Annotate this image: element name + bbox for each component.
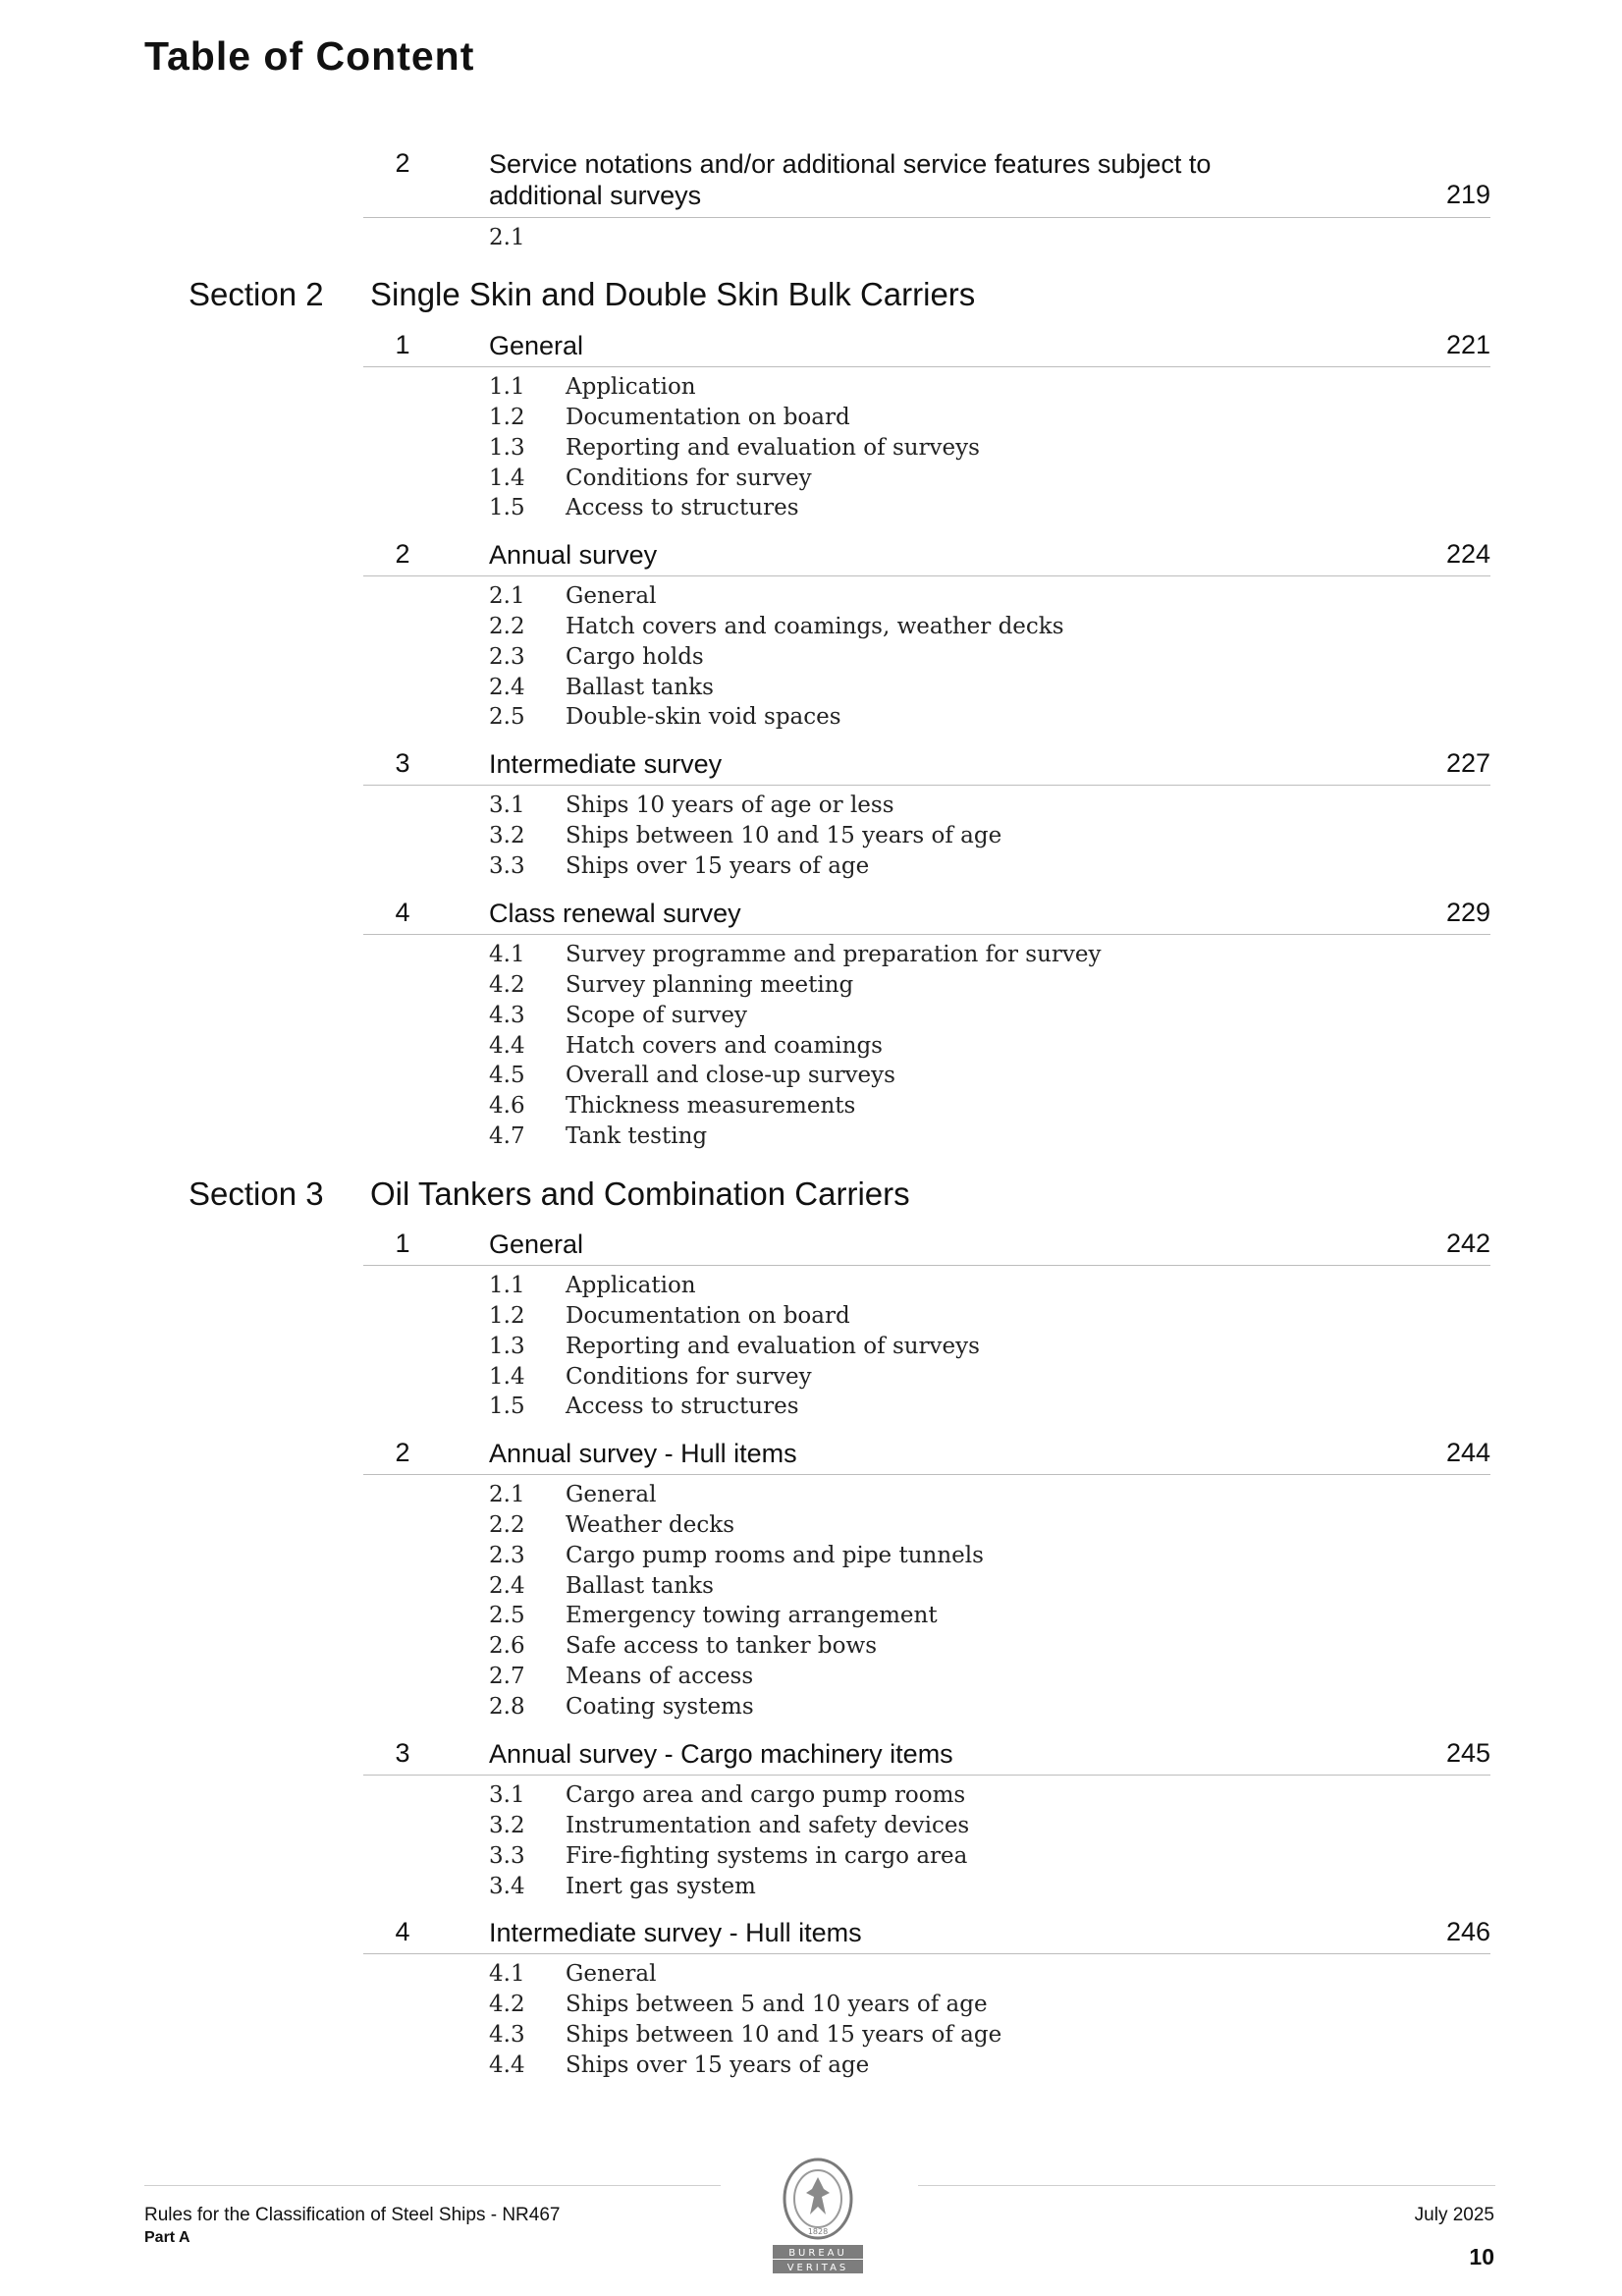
toc-sub-title: Double-skin void spaces (566, 704, 841, 730)
toc-sub-title: Coating systems (566, 1694, 754, 1720)
toc-sub-number: 1.5 (489, 495, 525, 520)
toc-sub-number: 4.4 (489, 2052, 525, 2078)
toc-sub-title: Weather decks (566, 1512, 735, 1538)
toc-sub-title: Cargo holds (566, 644, 704, 670)
toc-sub-number: 2.3 (489, 644, 525, 670)
toc-sub-number: 3.1 (489, 1782, 525, 1808)
toc-sub-title: Reporting and evaluation of surveys (566, 435, 980, 461)
toc-divider (363, 1474, 1490, 1475)
toc-sub-number: 2.2 (489, 614, 525, 639)
toc-sub-number: 2.1 (489, 1482, 525, 1507)
toc-sub-title: Safe access to tanker bows (566, 1633, 877, 1659)
toc-sub-title: Hatch covers and coamings (566, 1033, 883, 1059)
toc-sub-title: Ships over 15 years of age (566, 2052, 870, 2078)
toc-article-page: 244 (1445, 1438, 1490, 1467)
toc-article-page: 224 (1445, 539, 1490, 569)
toc-sub-number: 2.5 (489, 1603, 525, 1628)
toc-sub-title: Ships 10 years of age or less (566, 793, 894, 818)
toc-sub-number: 2.4 (489, 1573, 525, 1599)
toc-article-number: 1 (395, 330, 410, 359)
toc-sub-number: 2.6 (489, 1633, 525, 1659)
toc-sub-number: 1.4 (489, 465, 525, 491)
section-title[interactable]: Oil Tankers and Combination Carriers (370, 1175, 910, 1212)
toc-article-page: 227 (1445, 748, 1490, 778)
toc-divider (363, 1775, 1490, 1776)
toc-sub-title: Survey programme and preparation for survey (566, 942, 1102, 967)
toc-sub-title: Access to structures (566, 495, 799, 520)
toc-sub-title: Overall and close-up surveys (566, 1063, 895, 1088)
toc-article-number: 2 (395, 1438, 410, 1467)
toc-divider (363, 1265, 1490, 1266)
toc-sub-title: Scope of survey (566, 1003, 748, 1028)
toc-article-page: 242 (1445, 1229, 1490, 1258)
section-label: Section 3 (189, 1175, 324, 1212)
toc-sub-title: Documentation on board (566, 405, 850, 430)
toc-sub-number: 4.7 (489, 1123, 525, 1149)
toc-sub-title: General (566, 1961, 657, 1987)
toc-divider (363, 1953, 1490, 1954)
bureau-veritas-logo (767, 2156, 869, 2275)
footer-document-title: Rules for the Classification of Steel Ships - NR467 (144, 2205, 561, 2225)
logo-seal-year: 1828 (807, 2227, 829, 2236)
footer-date: July 2025 (1414, 2205, 1494, 2225)
toc-article-title[interactable]: Annual survey - Hull items (489, 1439, 797, 1468)
toc-article-page: 245 (1445, 1738, 1490, 1768)
toc-sub-number: 4.3 (489, 1003, 525, 1028)
toc-article-title[interactable]: General (489, 1230, 584, 1259)
toc-article-number: 3 (395, 1738, 410, 1768)
toc-sub-title: Application (566, 1273, 696, 1298)
toc-sub-title: General (566, 1482, 657, 1507)
toc-article-title[interactable]: Intermediate survey (489, 749, 723, 779)
toc-sub-number: 4.5 (489, 1063, 525, 1088)
toc-article-number: 2 (395, 148, 410, 178)
toc-article-title[interactable]: General (489, 331, 584, 360)
toc-sub-title: Ballast tanks (566, 675, 714, 700)
toc-sub-title: Access to structures (566, 1394, 799, 1419)
logo-word-bureau: BUREAU (788, 2248, 847, 2259)
toc-sub-number: 2.2 (489, 1512, 525, 1538)
page-title: Table of Content (144, 33, 475, 79)
toc-sub-number: 2.1 (489, 225, 525, 250)
toc-article-number: 2 (395, 539, 410, 569)
toc-sub-number: 4.3 (489, 2022, 525, 2048)
toc-sub-number: 2.7 (489, 1664, 525, 1689)
toc-sub-number: 1.3 (489, 435, 525, 461)
toc-sub-number: 4.4 (489, 1033, 525, 1059)
toc-article-page: 219 (1445, 180, 1490, 209)
toc-sub-number: 2.5 (489, 704, 525, 730)
toc-article-number: 4 (395, 1917, 410, 1946)
toc-sub-title: Ships between 5 and 10 years of age (566, 1992, 988, 2017)
toc-sub-number: 1.4 (489, 1364, 525, 1390)
logo-word-veritas: VERITAS (786, 2263, 849, 2273)
toc-sub-number: 1.1 (489, 1273, 525, 1298)
toc-sub-title: Instrumentation and safety devices (566, 1813, 970, 1838)
toc-sub-number: 1.2 (489, 1303, 525, 1329)
toc-sub-number: 1.2 (489, 405, 525, 430)
toc-sub-number: 2.1 (489, 583, 525, 609)
toc-divider (363, 575, 1490, 576)
toc-sub-number: 3.2 (489, 823, 525, 848)
toc-article-title[interactable]: Class renewal survey (489, 899, 741, 928)
toc-sub-number: 3.3 (489, 853, 525, 879)
toc-sub-title: Conditions for survey (566, 465, 812, 491)
footer-part: Part A (144, 2229, 190, 2246)
toc-sub-number: 3.1 (489, 793, 525, 818)
toc-sub-title: Application (566, 374, 696, 400)
toc-sub-title: Documentation on board (566, 1303, 850, 1329)
toc-sub-title: Fire-fighting systems in cargo area (566, 1843, 968, 1869)
toc-sub-number: 4.6 (489, 1093, 525, 1119)
section-label: Section 2 (189, 276, 324, 312)
toc-sub-title: Tank testing (566, 1123, 708, 1149)
toc-sub-number: 1.5 (489, 1394, 525, 1419)
toc-sub-title: Ships between 10 and 15 years of age (566, 823, 1002, 848)
toc-sub-number: 1.1 (489, 374, 525, 400)
toc-sub-title: Ships over 15 years of age (566, 853, 870, 879)
toc-sub-title: Cargo pump rooms and pipe tunnels (566, 1543, 984, 1568)
toc-sub-title: Inert gas system (566, 1874, 756, 1899)
section-title[interactable]: Single Skin and Double Skin Bulk Carriers (370, 276, 976, 312)
footer-divider-right (918, 2185, 1495, 2186)
toc-sub-title: Survey planning meeting (566, 972, 854, 998)
toc-article-page: 229 (1445, 898, 1490, 927)
toc-sub-number: 2.3 (489, 1543, 525, 1568)
toc-sub-title: Hatch covers and coamings, weather decks (566, 614, 1064, 639)
toc-sub-number: 2.4 (489, 675, 525, 700)
toc-sub-title: Thickness measurements (566, 1093, 856, 1119)
footer-divider-left (144, 2185, 721, 2186)
toc-divider (363, 217, 1490, 218)
toc-article-number: 3 (395, 748, 410, 778)
toc-article-page: 221 (1445, 330, 1490, 359)
toc-sub-number: 3.4 (489, 1874, 525, 1899)
toc-divider (363, 366, 1490, 367)
toc-sub-number: 1.3 (489, 1334, 525, 1359)
toc-sub-number: 2.8 (489, 1694, 525, 1720)
toc-article-title[interactable]: Annual survey (489, 540, 658, 570)
toc-sub-number: 3.3 (489, 1843, 525, 1869)
toc-article-title[interactable]: Service notations and/or additional service features subject to additional surveys (489, 149, 1212, 210)
toc-sub-title: Ships between 10 and 15 years of age (566, 2022, 1002, 2048)
page-number: 10 (1469, 2244, 1494, 2269)
toc-sub-number: 3.2 (489, 1813, 525, 1838)
toc-sub-title: Ballast tanks (566, 1573, 714, 1599)
toc-sub-number: 4.2 (489, 1992, 525, 2017)
toc-sub-title: General (566, 583, 657, 609)
toc-article-number: 1 (395, 1229, 410, 1258)
logo-seal-figure (806, 2177, 830, 2214)
toc-divider (363, 785, 1490, 786)
toc-sub-number: 4.1 (489, 942, 525, 967)
toc-sub-title: Emergency towing arrangement (566, 1603, 938, 1628)
toc-sub-title: Reporting and evaluation of surveys (566, 1334, 980, 1359)
toc-article-number: 4 (395, 898, 410, 927)
toc-sub-number: 4.2 (489, 972, 525, 998)
toc-sub-title: Means of access (566, 1664, 754, 1689)
toc-sub-title: Cargo area and cargo pump rooms (566, 1782, 966, 1808)
toc-sub-number: 4.1 (489, 1961, 525, 1987)
toc-article-title[interactable]: Intermediate survey - Hull items (489, 1918, 862, 1947)
toc-divider (363, 934, 1490, 935)
toc-article-title[interactable]: Annual survey - Cargo machinery items (489, 1739, 953, 1769)
toc-sub-title: Conditions for survey (566, 1364, 812, 1390)
toc-article-page: 246 (1445, 1917, 1490, 1946)
